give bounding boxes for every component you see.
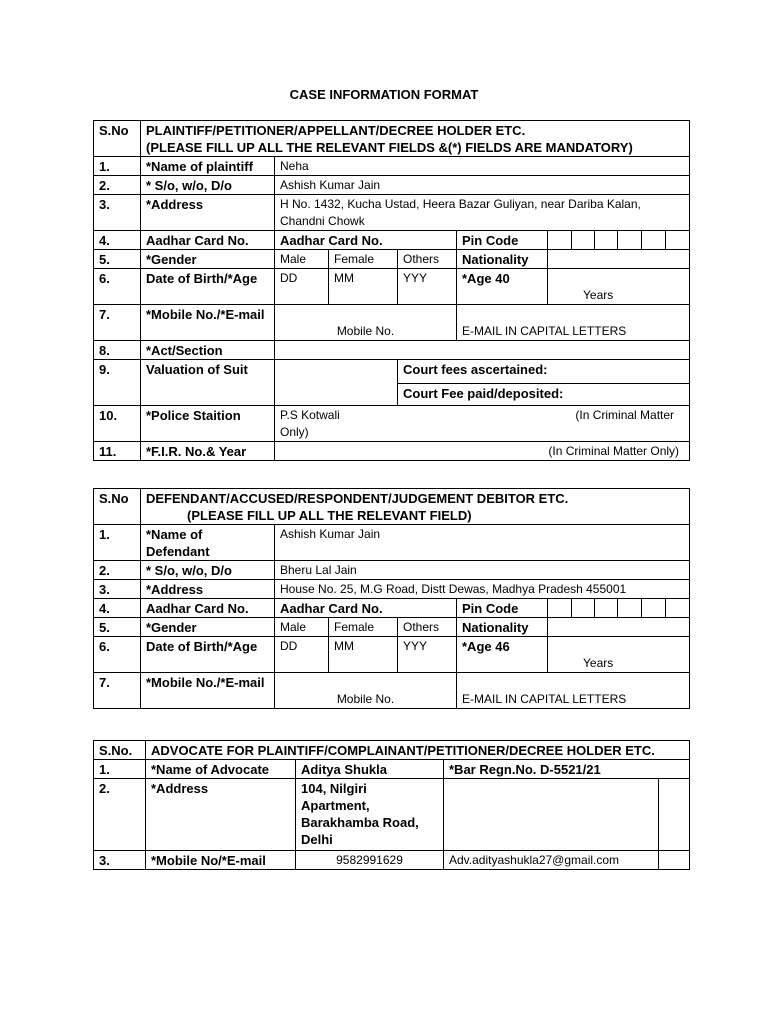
pincode-digit-box[interactable] bbox=[666, 231, 690, 250]
table-row bbox=[94, 580, 690, 599]
defendant-header-note: (PLEASE FILL UP ALL THE RELEVANT FIELD) bbox=[187, 508, 472, 523]
table-row bbox=[94, 673, 690, 709]
row-number: 4. bbox=[94, 231, 141, 250]
sno-header: S.No bbox=[94, 489, 141, 525]
advocate-table bbox=[93, 740, 690, 870]
mobile-field[interactable]: Mobile No. bbox=[275, 305, 457, 341]
police-station-field[interactable] bbox=[275, 406, 690, 442]
row-number: 5. bbox=[94, 618, 141, 637]
defendant-age-value: *Age 46 bbox=[457, 637, 548, 673]
row-number: 7. bbox=[94, 673, 141, 709]
plaintiff-aadhar-field[interactable]: Aadhar Card No. bbox=[275, 231, 457, 250]
row-number: 6. bbox=[94, 269, 141, 305]
advocate-address-extra[interactable] bbox=[444, 779, 659, 851]
gender-female-option[interactable]: Female bbox=[329, 250, 398, 269]
table-row bbox=[94, 360, 690, 384]
advocate-address-field[interactable]: 104, Nilgiri Apartment, Barakhamba Road, Delhi bbox=[296, 779, 444, 851]
advocate-mobile-field[interactable]: 9582991629 bbox=[296, 851, 444, 870]
plaintiff-contact-label: *Mobile No./*E-mail bbox=[141, 305, 275, 341]
dob-year-field[interactable]: YYY bbox=[398, 269, 457, 305]
row-number: 10. bbox=[94, 406, 141, 442]
plaintiff-header-row bbox=[94, 121, 690, 157]
advocate-address-extra[interactable] bbox=[659, 779, 690, 851]
advocate-address-label: *Address bbox=[146, 779, 296, 851]
pincode-digit-box[interactable] bbox=[595, 599, 618, 618]
fir-label: *F.I.R. No.& Year bbox=[141, 442, 275, 461]
table-row bbox=[94, 618, 690, 637]
defendant-address-label: *Address bbox=[141, 580, 275, 599]
pincode-digit-box[interactable] bbox=[618, 231, 642, 250]
defendant-header-title: DEFENDANT/ACCUSED/RESPONDENT/JUDGEMENT DEBITOR ETC. bbox=[146, 491, 569, 506]
table-row bbox=[94, 637, 690, 673]
plaintiff-nationality-field[interactable] bbox=[548, 250, 690, 269]
defendant-nationality-label: Nationality bbox=[457, 618, 548, 637]
police-station-label: *Police Staition bbox=[141, 406, 275, 442]
court-fees-ascertained-label: Court fees ascertained: bbox=[398, 360, 690, 384]
gender-female-option[interactable]: Female bbox=[329, 618, 398, 637]
fir-field[interactable]: (In Criminal Matter Only) bbox=[275, 442, 690, 461]
plaintiff-aadhar-label: Aadhar Card No. bbox=[141, 231, 275, 250]
sno-header: S.No. bbox=[94, 741, 146, 760]
plaintiff-header-title: PLAINTIFF/PETITIONER/APPELLANT/DECREE HOLDER ETC. bbox=[146, 123, 526, 138]
table-row bbox=[94, 341, 690, 360]
plaintiff-relation-field[interactable]: Ashish Kumar Jain bbox=[275, 176, 690, 195]
plaintiff-table bbox=[93, 120, 690, 461]
sno-header: S.No bbox=[94, 121, 141, 157]
table-row bbox=[94, 442, 690, 461]
plaintiff-pincode-label: Pin Code bbox=[457, 231, 548, 250]
row-number: 8. bbox=[94, 341, 141, 360]
defendant-relation-label: * S/o, w/o, D/o bbox=[141, 561, 275, 580]
table-row bbox=[94, 599, 690, 618]
defendant-relation-field[interactable]: Bheru Lal Jain bbox=[275, 561, 690, 580]
pincode-digit-box[interactable] bbox=[666, 599, 690, 618]
years-label: Years bbox=[548, 269, 690, 305]
page-title: CASE INFORMATION FORMAT bbox=[289, 87, 479, 102]
defendant-name-label: *Name of Defendant bbox=[141, 525, 275, 561]
defendant-aadhar-field[interactable]: Aadhar Card No. bbox=[275, 599, 457, 618]
plaintiff-age-value: *Age 40 bbox=[457, 269, 548, 305]
gender-male-option[interactable]: Male bbox=[275, 618, 329, 637]
gender-others-option[interactable]: Others bbox=[398, 250, 457, 269]
plaintiff-dob-label: Date of Birth/*Age bbox=[141, 269, 275, 305]
table-row bbox=[94, 305, 690, 341]
dob-year-field[interactable]: YYY bbox=[398, 637, 457, 673]
table-row bbox=[94, 525, 690, 561]
email-field[interactable]: E-MAIL IN CAPITAL LETTERS bbox=[457, 673, 690, 709]
defendant-section-header bbox=[141, 489, 690, 525]
plaintiff-section-header bbox=[141, 121, 690, 157]
email-field[interactable]: E-MAIL IN CAPITAL LETTERS bbox=[457, 305, 690, 341]
plaintiff-name-field[interactable]: Neha bbox=[275, 157, 690, 176]
plaintiff-name-label: *Name of plaintiff bbox=[141, 157, 275, 176]
advocate-name-label: *Name of Advocate bbox=[146, 760, 296, 779]
advocate-email-field[interactable]: Adv.adityashukla27@gmail.com bbox=[444, 851, 659, 870]
table-row bbox=[94, 195, 690, 231]
police-station-value: P.S Kotwali bbox=[280, 408, 340, 422]
plaintiff-relation-label: * S/o, w/o, D/o bbox=[141, 176, 275, 195]
row-number: 3. bbox=[94, 195, 141, 231]
row-number: 2. bbox=[94, 561, 141, 580]
plaintiff-header-note: (PLEASE FILL UP ALL THE RELEVANT FIELDS &(*) FIELDS ARE MANDATORY) bbox=[146, 140, 633, 155]
pincode-digit-box[interactable] bbox=[548, 599, 572, 618]
row-number: 11. bbox=[94, 442, 141, 461]
row-number: 7. bbox=[94, 305, 141, 341]
valuation-label: Valuation of Suit bbox=[141, 360, 275, 406]
defendant-dob-label: Date of Birth/*Age bbox=[141, 637, 275, 673]
plaintiff-nationality-label: Nationality bbox=[457, 250, 548, 269]
table-row bbox=[94, 779, 690, 851]
pincode-digit-box[interactable] bbox=[572, 231, 595, 250]
defendant-aadhar-label: Aadhar Card No. bbox=[141, 599, 275, 618]
pincode-digit-box[interactable] bbox=[595, 231, 618, 250]
years-label: Years bbox=[548, 637, 690, 673]
mobile-field[interactable]: Mobile No. bbox=[275, 673, 457, 709]
table-row bbox=[94, 760, 690, 779]
act-section-field[interactable] bbox=[275, 341, 690, 360]
gender-male-option[interactable]: Male bbox=[275, 250, 329, 269]
advocate-header-row bbox=[94, 741, 690, 760]
defendant-pincode-label: Pin Code bbox=[457, 599, 548, 618]
row-number: 1. bbox=[94, 525, 141, 561]
criminal-matter-note-cont: Only) bbox=[280, 425, 309, 439]
court-fee-paid-label: Court Fee paid/deposited: bbox=[398, 384, 690, 406]
valuation-field[interactable] bbox=[275, 360, 398, 406]
advocate-contact-label: *Mobile No/*E-mail bbox=[146, 851, 296, 870]
pincode-digit-box[interactable] bbox=[642, 599, 666, 618]
row-number: 3. bbox=[94, 580, 141, 599]
table-row bbox=[94, 231, 690, 250]
row-number: 2. bbox=[94, 176, 141, 195]
table-row bbox=[94, 157, 690, 176]
table-row bbox=[94, 269, 690, 305]
row-number: 9. bbox=[94, 360, 141, 406]
row-number: 2. bbox=[94, 779, 146, 851]
defendant-gender-label: *Gender bbox=[141, 618, 275, 637]
table-row bbox=[94, 176, 690, 195]
pincode-digit-box[interactable] bbox=[572, 599, 595, 618]
advocate-section-header: ADVOCATE FOR PLAINTIFF/COMPLAINANT/PETITIONER/DECREE HOLDER ETC. bbox=[146, 741, 690, 760]
dob-month-field[interactable]: MM bbox=[329, 269, 398, 305]
table-row bbox=[94, 406, 690, 442]
pincode-digit-box[interactable] bbox=[642, 231, 666, 250]
row-number: 3. bbox=[94, 851, 146, 870]
defendant-address-field[interactable]: House No. 25, M.G Road, Distt Dewas, Madhya Pradesh 455001 bbox=[275, 580, 690, 599]
act-section-label: *Act/Section bbox=[141, 341, 275, 360]
bar-regn-field[interactable]: *Bar Regn.No. D-5521/21 bbox=[444, 760, 690, 779]
row-number: 1. bbox=[94, 760, 146, 779]
plaintiff-address-label: *Address bbox=[141, 195, 275, 231]
advocate-name-field[interactable]: Aditya Shukla bbox=[296, 760, 444, 779]
dob-month-field[interactable]: MM bbox=[329, 637, 398, 673]
dob-day-field[interactable]: DD bbox=[275, 269, 329, 305]
defendant-nationality-field[interactable] bbox=[548, 618, 690, 637]
row-number: 4. bbox=[94, 599, 141, 618]
row-number: 5. bbox=[94, 250, 141, 269]
defendant-table bbox=[93, 488, 690, 709]
defendant-header-row bbox=[94, 489, 690, 525]
table-row bbox=[94, 851, 690, 870]
gender-others-option[interactable]: Others bbox=[398, 618, 457, 637]
dob-day-field[interactable]: DD bbox=[275, 637, 329, 673]
table-row bbox=[94, 561, 690, 580]
plaintiff-gender-label: *Gender bbox=[141, 250, 275, 269]
row-number: 1. bbox=[94, 157, 141, 176]
advocate-contact-extra[interactable] bbox=[659, 851, 690, 870]
table-row bbox=[94, 250, 690, 269]
pincode-digit-box[interactable] bbox=[548, 231, 572, 250]
pincode-digit-box[interactable] bbox=[618, 599, 642, 618]
defendant-contact-label: *Mobile No./*E-mail bbox=[141, 673, 275, 709]
plaintiff-address-field[interactable]: H No. 1432, Kucha Ustad, Heera Bazar Guliyan, near Dariba Kalan, Chandni Chowk bbox=[275, 195, 690, 231]
row-number: 6. bbox=[94, 637, 141, 673]
criminal-matter-note: (In Criminal Matter bbox=[575, 408, 675, 422]
defendant-name-field[interactable]: Ashish Kumar Jain bbox=[275, 525, 690, 561]
